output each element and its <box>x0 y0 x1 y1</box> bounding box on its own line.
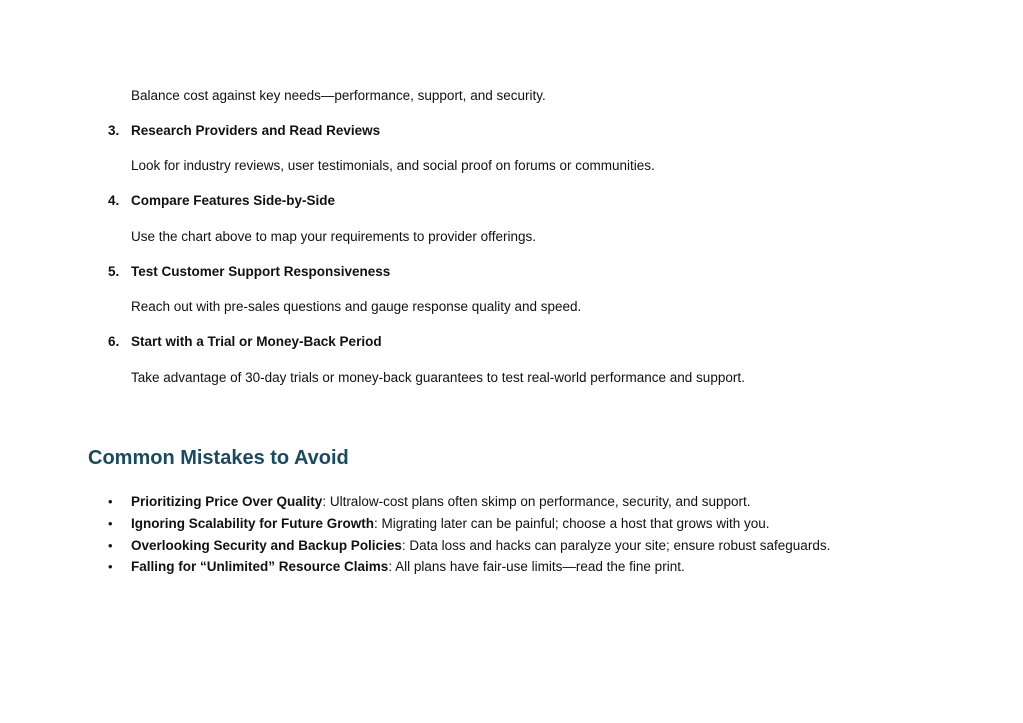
bullet-icon: • <box>108 538 113 553</box>
step-4-description: Use the chart above to map your requirements to provider offerings. <box>131 229 536 244</box>
section-heading: Common Mistakes to Avoid <box>88 447 349 469</box>
step-6-heading <box>108 333 382 351</box>
step-title: Start with a Trial or Money-Back Period <box>131 334 382 349</box>
step-2-description: Balance cost against key needs—performance, support, and security. <box>131 88 546 103</box>
bullet-term: Falling for “Unlimited” Resource Claims <box>131 559 389 574</box>
bullet-icon: • <box>108 494 113 509</box>
step-title: Test Customer Support Responsiveness <box>131 264 391 279</box>
list-item <box>108 558 685 576</box>
step-number: 3. <box>108 123 120 138</box>
step-3-description: Look for industry reviews, user testimonials, and social proof on forums or communities. <box>131 158 655 173</box>
step-title: Research Providers and Read Reviews <box>131 123 381 138</box>
step-6-description: Take advantage of 30-day trials or money-back guarantees to test real-world performance and support. <box>131 370 745 385</box>
step-number: 4. <box>108 193 120 208</box>
bullet-text: : Data loss and hacks can paralyze your site; ensure robust safeguards. <box>401 538 831 553</box>
step-title: Compare Features Side-by-Side <box>131 193 336 208</box>
list-item <box>108 537 830 555</box>
bullet-icon: • <box>108 559 113 574</box>
step-4-heading <box>108 192 335 210</box>
bullet-text: : Migrating later can be painful; choose a host that grows with you. <box>374 516 770 531</box>
step-number: 6. <box>108 334 120 349</box>
step-5-heading <box>108 263 390 281</box>
bullet-term: Overlooking Security and Backup Policies <box>131 538 402 553</box>
bullet-icon: • <box>108 516 113 531</box>
step-5-description: Reach out with pre-sales questions and gauge response quality and speed. <box>131 299 582 314</box>
step-3-heading <box>108 122 380 140</box>
list-item <box>108 515 769 533</box>
bullet-text: : Ultralow-cost plans often skimp on performance, security, and support. <box>322 494 751 509</box>
list-item <box>108 493 751 511</box>
bullet-term: Ignoring Scalability for Future Growth <box>131 516 375 531</box>
bullet-text: : All plans have fair-use limits—read the fine print. <box>388 559 685 574</box>
step-number: 5. <box>108 264 120 279</box>
bullet-term: Prioritizing Price Over Quality <box>131 494 323 509</box>
